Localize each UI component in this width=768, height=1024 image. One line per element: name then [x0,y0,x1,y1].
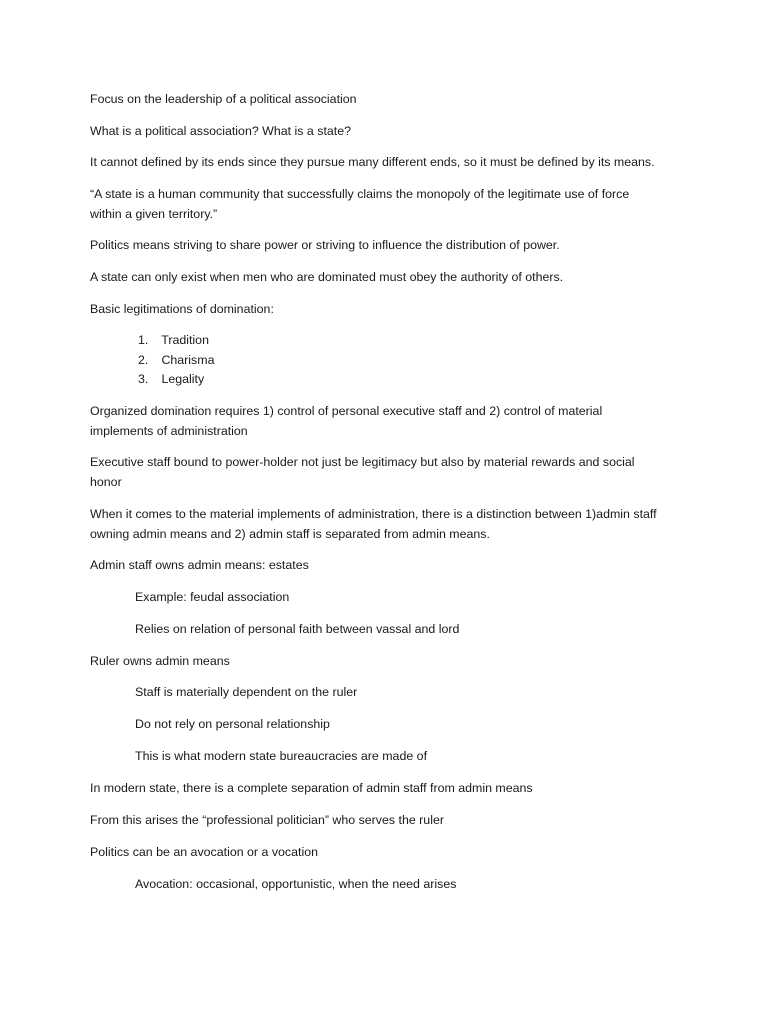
paragraph-complete-separation: In modern state, there is a complete separation of admin staff from admin means [90,781,533,795]
list-text: Charisma [161,353,215,367]
paragraph-staff-dependent: Staff is materially dependent on the ruler [135,685,358,699]
paragraph-state-definition: “A state is a human community that successfully claims the monopoly of the legitimate use of force within a given territory.” [90,187,630,221]
list-number: 1. [138,333,149,347]
paragraph-politics-meaning: Politics means striving to share power or striving to influence the distribution of power. [90,238,560,252]
paragraph-ends-means: It cannot defined by its ends since they pursue many different ends, so it must be defined by its means. [90,155,655,169]
paragraph-legitimations-heading: Basic legitimations of domination: [90,302,274,316]
list-text: Tradition [161,333,209,347]
paragraph-ruler-owns: Ruler owns admin means [90,654,230,668]
list-number: 3. [138,372,149,386]
paragraph-state-existence: A state can only exist when men who are dominated must obey the authority of others. [90,270,564,284]
paragraph-no-personal-relationship: Do not rely on personal relationship [135,717,330,731]
list-text: Legality [161,372,205,386]
paragraph-modern-bureaucracies: This is what modern state bureaucracies are made of [135,749,428,763]
paragraph-organized-domination: Organized domination requires 1) control of personal executive staff and 2) control of material implements of administration [90,404,603,438]
paragraph-professional-politician: From this arises the “professional politician” who serves the ruler [90,813,444,827]
list-item [138,351,214,371]
paragraph-feudal-example: Example: feudal association [135,590,290,604]
paragraph-avocation-definition: Avocation: occasional, opportunistic, when the need arises [135,877,457,891]
list-item [138,331,209,351]
list-item [138,370,204,390]
paragraph-question: What is a political association? What is a state? [90,124,352,138]
paragraph-admin-staff-owns: Admin staff owns admin means: estates [90,558,309,572]
paragraph-material-implements: When it comes to the material implements of administration, there is a distinction between 1)admin staff owning admin means and 2) admin staff is separated from admin means. [90,507,657,541]
paragraph-personal-faith: Relies on relation of personal faith between vassal and lord [135,622,460,636]
list-number: 2. [138,353,149,367]
paragraph-leadership-focus: Focus on the leadership of a political association [90,92,357,106]
paragraph-executive-staff: Executive staff bound to power-holder not just be legitimacy but also by material rewards and social honor [90,455,635,489]
paragraph-avocation-vocation: Politics can be an avocation or a vocation [90,845,318,859]
